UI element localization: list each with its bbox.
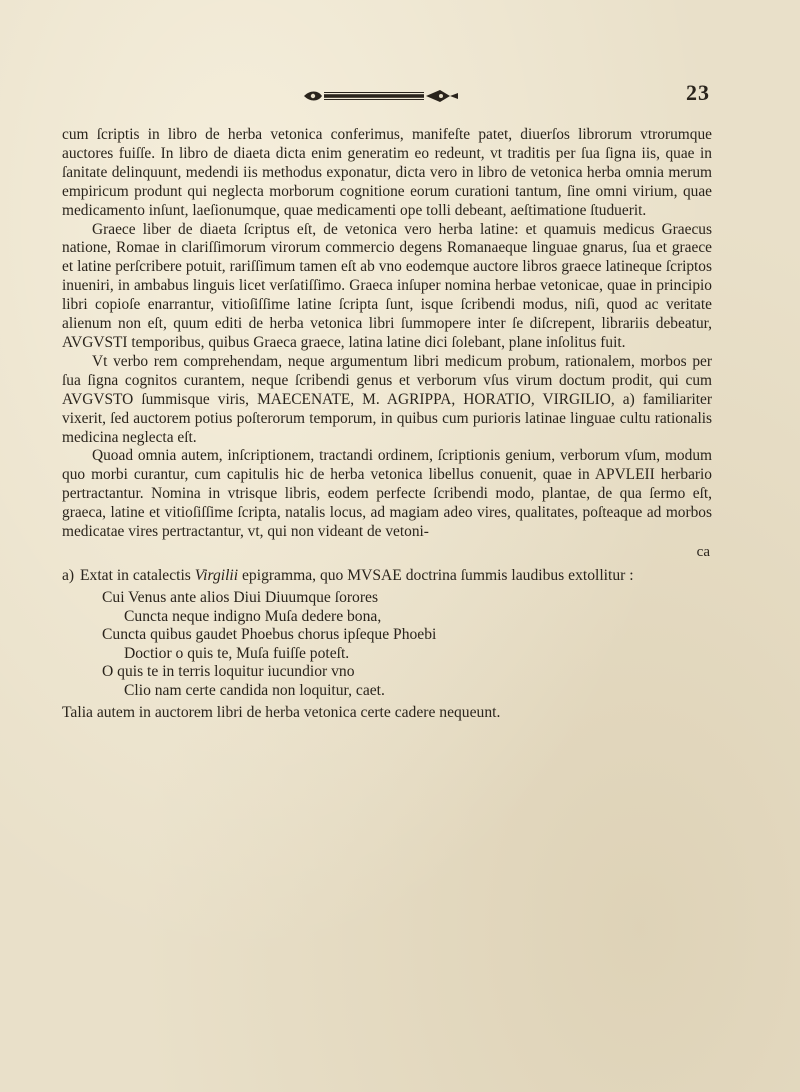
paragraph-1: cum ſcriptis in libro de herba vetonica conferimus, manifeſte patet, diuerſos librorum vtrorumque auctores fuiſſe. In libro de diaeta dicta enim generatim eo redeunt, vt traditis per ſua ſigna iis, quae in ſanitate delinquunt, medendi iis methodus exponatur, dicta vero in libro de vetonica herba omnia merum empiricum produnt qui neglecta morborum cognitione eorum curationi tantum, ſine omni virium, quae medicamento inſunt, laeſionumque, quae medicamenti ope tolli debeant, aeſtimatione ſtuduerit. <box>62 126 712 219</box>
verse-line: Doctior o quis te, Muſa fuiſſe poteſt. <box>124 644 350 662</box>
main-text <box>62 126 712 722</box>
footnote-intro-before: Extat in catalectis <box>80 566 191 584</box>
header-ornament-icon <box>300 88 460 104</box>
footnote <box>62 566 712 585</box>
footnote-mark: a) <box>62 566 75 584</box>
footnote-intro-italic: Virgilii <box>194 566 239 584</box>
footnote-closing: Talia autem in auctorem libri de herba vetonica certe cadere nequeunt. <box>62 703 501 721</box>
page-number: 23 <box>686 80 710 105</box>
verse-line: Clio nam certe candida non loquitur, caet. <box>124 681 385 699</box>
verse-line: Cuncta neque indigno Muſa dedere bona, <box>124 607 382 625</box>
verse-line: O quis te in terris loquitur iucundior vno <box>102 663 355 681</box>
epigram-verse <box>62 589 712 701</box>
footnote-intro-after: epigramma, quo MVSAE doctrina ſummis laudibus extollitur : <box>242 566 634 584</box>
verse-line: Cui Venus ante alios Diui Diuumque ſorores <box>102 588 379 606</box>
paragraph-2: Graece liber de diaeta ſcriptus eſt, de vetonica vero herba latine: et quamuis medicus Graecus natione, Romae in clariſſimorum virorum commercio degens Romanaeque linguae gnarus, ſua et graece et latine perſcribere potuit, rariſſimum tamen eſt ab vno eodemque auctore libros graece latineque ſcriptos inueniri, in ambabus linguis licet verſatiſſimo. Graeca inſuper nomina herbae vetonicae, quae in principio libri copioſe enarrantur, vitioſiſſime latine ſcripta ſunt, isque ſcribendi modus, niſi, quod ac veritate alienum non eſt, quum editi de herba vetonica libri ſummopere inter ſe diſcrepent, librariis debeatur, AVGVSTI temporibus, quibus Graeca graece, latina latine dici ſolebant, plane inſolitus fuit. <box>62 220 712 351</box>
verse-line: Cuncta quibus gaudet Phoebus chorus ipſeque Phoebi <box>102 626 437 644</box>
catchword: ca <box>696 543 710 560</box>
paragraph-4: Quoad omnia autem, inſcriptionem, tractandi ordinem, ſcriptionis genium, verborum vſum, modum quo morbi curantur, cum capitulis hic de herba vetonica libellus conuenit, quae in APVLEII herbario pertractantur. Nomina in vtrisque libris, eodem perfecte ſcribendi modo, plantae, de qua ſermo eſt, graeca, latine et vitioſiſſime ſcripta, natalis locus, ad magiam adeo vires, qualitates, poſteaque ad morbos medicatae vires pertractantur, vt, qui non videant de vetoni- <box>62 447 712 541</box>
paragraph-3: Vt verbo rem comprehendam, neque argumentum libri medicum probum, rationalem, morbos per ſua ſigna cognitos curantem, neque ſcribendi genus et verborum vſus virum doctum prodit, qui cum AVGVSTO ſummisque viris, MAECENATE, M. AGRIPPA, HORATIO, VIRGILIO, a) familiariter vixerit, ſed auctorem potius poſterorum temporum, in quibus cum purioris latinae linguae cultu rationalis medicina neglecta eſt. <box>62 352 712 446</box>
